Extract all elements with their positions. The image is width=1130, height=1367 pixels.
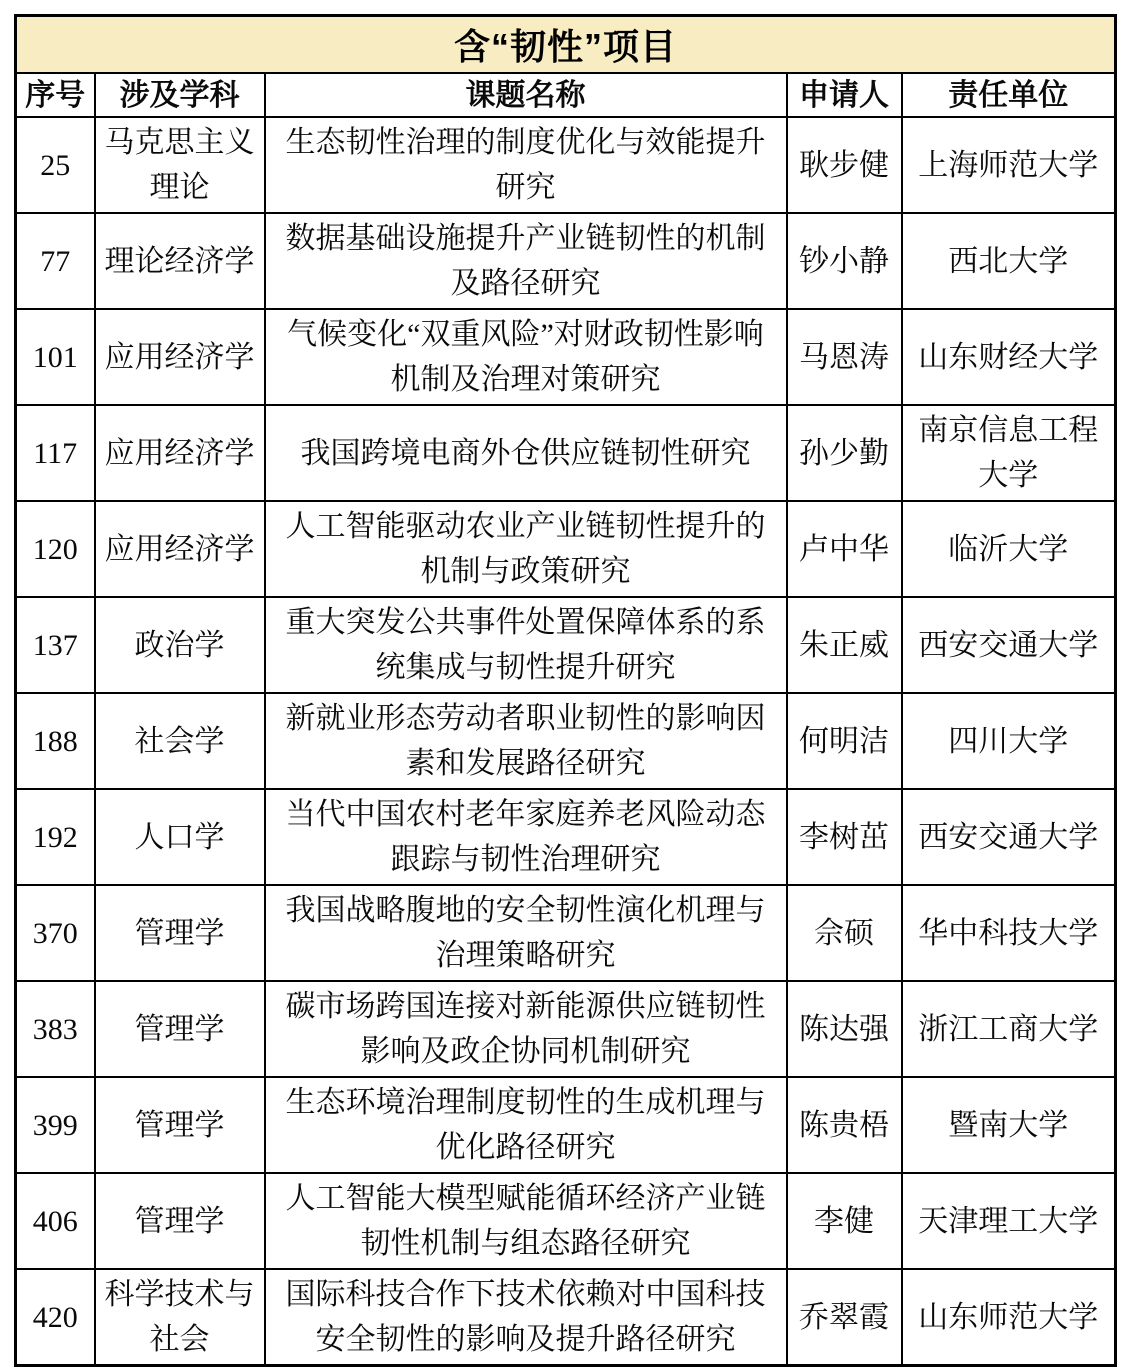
cell-project: 人工智能驱动农业产业链韧性提升的机制与政策研究 — [265, 501, 787, 597]
cell-project: 我国跨境电商外仓供应链韧性研究 — [265, 405, 787, 501]
table-row — [16, 1269, 1116, 1366]
cell-institution: 天津理工大学 — [902, 1173, 1116, 1269]
cell-applicant: 乔翠霞 — [787, 1269, 902, 1366]
col-header-institution: 责任单位 — [902, 73, 1116, 117]
resilience-projects-table — [14, 14, 1117, 1367]
cell-institution: 上海师范大学 — [902, 117, 1116, 213]
cell-applicant: 陈达强 — [787, 981, 902, 1077]
table-row — [16, 789, 1116, 885]
cell-discipline: 马克思主义理论 — [95, 117, 265, 213]
cell-project: 数据基础设施提升产业链韧性的机制及路径研究 — [265, 213, 787, 309]
cell-applicant: 钞小静 — [787, 213, 902, 309]
cell-institution: 南京信息工程大学 — [902, 405, 1116, 501]
cell-applicant: 马恩涛 — [787, 309, 902, 405]
cell-project: 生态韧性治理的制度优化与效能提升研究 — [265, 117, 787, 213]
cell-applicant: 佘硕 — [787, 885, 902, 981]
cell-applicant: 陈贵梧 — [787, 1077, 902, 1173]
cell-no: 120 — [16, 501, 95, 597]
cell-institution: 西安交通大学 — [902, 789, 1116, 885]
col-header-discipline: 涉及学科 — [95, 73, 265, 117]
col-header-project: 课题名称 — [265, 73, 787, 117]
cell-institution: 暨南大学 — [902, 1077, 1116, 1173]
cell-institution: 山东师范大学 — [902, 1269, 1116, 1366]
cell-discipline: 管理学 — [95, 1173, 265, 1269]
cell-project: 国际科技合作下技术依赖对中国科技安全韧性的影响及提升路径研究 — [265, 1269, 787, 1366]
cell-no: 25 — [16, 117, 95, 213]
cell-institution: 西安交通大学 — [902, 597, 1116, 693]
cell-applicant: 何明洁 — [787, 693, 902, 789]
table-row — [16, 597, 1116, 693]
cell-institution: 西北大学 — [902, 213, 1116, 309]
cell-discipline: 社会学 — [95, 693, 265, 789]
cell-no: 383 — [16, 981, 95, 1077]
table-row — [16, 309, 1116, 405]
cell-applicant: 孙少勤 — [787, 405, 902, 501]
cell-no: 101 — [16, 309, 95, 405]
cell-discipline: 理论经济学 — [95, 213, 265, 309]
cell-discipline: 应用经济学 — [95, 309, 265, 405]
cell-discipline: 管理学 — [95, 981, 265, 1077]
cell-project: 我国战略腹地的安全韧性演化机理与治理策略研究 — [265, 885, 787, 981]
col-header-no: 序号 — [16, 73, 95, 117]
cell-no: 192 — [16, 789, 95, 885]
cell-discipline: 人口学 — [95, 789, 265, 885]
cell-project: 生态环境治理制度韧性的生成机理与优化路径研究 — [265, 1077, 787, 1173]
cell-project: 碳市场跨国连接对新能源供应链韧性影响及政企协同机制研究 — [265, 981, 787, 1077]
cell-no: 406 — [16, 1173, 95, 1269]
cell-no: 370 — [16, 885, 95, 981]
cell-discipline: 应用经济学 — [95, 501, 265, 597]
table-header-row — [16, 73, 1116, 117]
table-row — [16, 1077, 1116, 1173]
cell-applicant: 李健 — [787, 1173, 902, 1269]
table-title: 含“韧性”项目 — [16, 16, 1116, 74]
cell-project: 新就业形态劳动者职业韧性的影响因素和发展路径研究 — [265, 693, 787, 789]
cell-discipline: 科学技术与社会 — [95, 1269, 265, 1366]
table-row — [16, 981, 1116, 1077]
cell-no: 420 — [16, 1269, 95, 1366]
cell-discipline: 管理学 — [95, 1077, 265, 1173]
cell-discipline: 管理学 — [95, 885, 265, 981]
cell-discipline: 应用经济学 — [95, 405, 265, 501]
cell-project: 气候变化“双重风险”对财政韧性影响机制及治理对策研究 — [265, 309, 787, 405]
cell-institution: 四川大学 — [902, 693, 1116, 789]
cell-institution: 华中科技大学 — [902, 885, 1116, 981]
cell-institution: 山东财经大学 — [902, 309, 1116, 405]
cell-no: 188 — [16, 693, 95, 789]
cell-project: 当代中国农村老年家庭养老风险动态跟踪与韧性治理研究 — [265, 789, 787, 885]
cell-project: 重大突发公共事件处置保障体系的系统集成与韧性提升研究 — [265, 597, 787, 693]
table-title-row — [16, 16, 1116, 74]
table-body — [16, 117, 1116, 1366]
cell-applicant: 卢中华 — [787, 501, 902, 597]
cell-no: 137 — [16, 597, 95, 693]
table-row — [16, 1173, 1116, 1269]
col-header-applicant: 申请人 — [787, 73, 902, 117]
cell-no: 117 — [16, 405, 95, 501]
cell-no: 399 — [16, 1077, 95, 1173]
cell-institution: 临沂大学 — [902, 501, 1116, 597]
table-row — [16, 885, 1116, 981]
cell-no: 77 — [16, 213, 95, 309]
cell-institution: 浙江工商大学 — [902, 981, 1116, 1077]
cell-applicant: 耿步健 — [787, 117, 902, 213]
cell-discipline: 政治学 — [95, 597, 265, 693]
table-row — [16, 405, 1116, 501]
cell-project: 人工智能大模型赋能循环经济产业链韧性机制与组态路径研究 — [265, 1173, 787, 1269]
cell-applicant: 朱正威 — [787, 597, 902, 693]
table-row — [16, 693, 1116, 789]
cell-applicant: 李树茁 — [787, 789, 902, 885]
table-row — [16, 117, 1116, 213]
table-row — [16, 501, 1116, 597]
table-row — [16, 213, 1116, 309]
